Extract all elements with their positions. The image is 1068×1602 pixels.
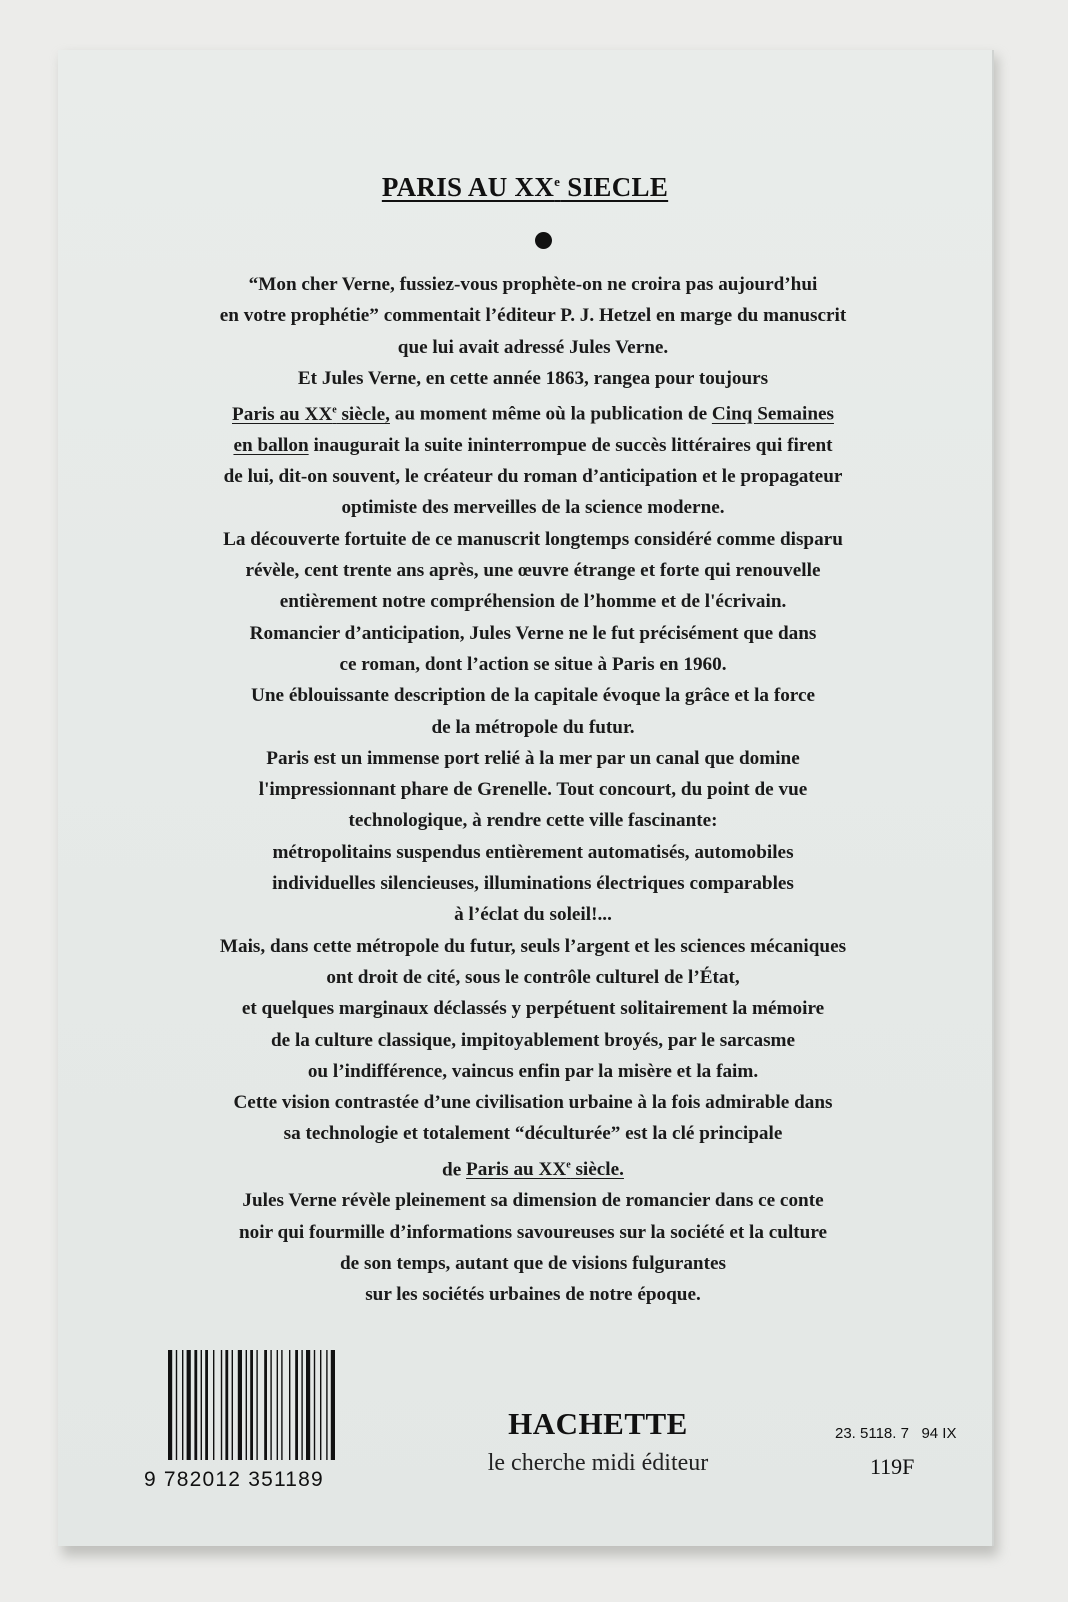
book-title-text: Paris au XX — [466, 1159, 567, 1181]
blurb-line: et quelques marginaux déclassés y perpétuent solitairement la mémoire — [241, 998, 825, 1020]
blurb-line: Mais, dans cette métropole du futur, seuls l’argent et les sciences mécaniques — [219, 935, 847, 957]
blurb-line: La découverte fortuite de ce manuscrit longtemps considéré comme disparu — [223, 528, 843, 550]
book-title-sup: e — [332, 404, 337, 416]
barcode-bar — [194, 1350, 197, 1460]
barcode-bar — [326, 1350, 327, 1460]
blurb-line: Une éblouissante description de la capitale évoque la grâce et la force — [251, 685, 815, 707]
blurb-line: entièrement notre compréhension de l’homme et de l'écrivain. — [279, 591, 787, 613]
barcode-bar — [264, 1350, 267, 1460]
book-title-ref-cinq: Cinq Semaines — [711, 403, 834, 425]
book-title-text-end: siècle, — [336, 403, 390, 425]
blurb-line — [118, 430, 948, 461]
barcode-bar — [295, 1350, 298, 1460]
barcode-bar — [225, 1350, 228, 1460]
blurb-line: de la culture classique, impitoyablement broyés, par le sarcasme — [270, 1029, 796, 1051]
book-back-cover — [58, 50, 994, 1546]
barcode-bar — [238, 1350, 242, 1460]
barcode-bar — [281, 1350, 282, 1460]
book-title-sup: e — [566, 1159, 571, 1171]
bullet-dot — [535, 232, 552, 249]
publisher-name: HACHETTE — [508, 1406, 688, 1441]
barcode-bar — [250, 1350, 253, 1460]
barcode-icon — [166, 1350, 356, 1460]
price-tag: 119F — [870, 1454, 915, 1479]
title-text: PARIS AU XX — [381, 172, 555, 202]
book-title-text: Paris au XX — [232, 403, 333, 425]
title-superscript: e — [554, 174, 561, 189]
blurb-fragment: au moment même où la publication de — [389, 403, 712, 425]
barcode-bar — [187, 1350, 191, 1460]
blurb-line: technologique, à rendre cette ville fascinante: — [348, 810, 718, 832]
title-text-end: SIECLE — [560, 172, 669, 202]
cover-title — [58, 172, 992, 203]
barcode-bar — [301, 1350, 302, 1460]
blurb-line: Jules Verne révèle pleinement sa dimension de romancier dans ce conte — [242, 1190, 824, 1212]
blurb-line: de la métropole du futur. — [431, 716, 635, 738]
barcode-bar — [289, 1350, 290, 1460]
blurb-line: Et Jules Verne, en cette année 1863, rangea pour toujours — [297, 367, 769, 389]
barcode-bar — [314, 1350, 315, 1460]
blurb-line: en votre prophétie” commentait l’éditeur P. J. Hetzel en marge du manuscrit — [219, 305, 847, 327]
barcode-bar — [168, 1350, 172, 1460]
blurb-text — [118, 269, 948, 1311]
blurb-line: à l’éclat du soleil!... — [454, 904, 612, 926]
isbn-number: 9 782012 351189 — [144, 1468, 324, 1491]
barcode-bar — [331, 1350, 335, 1460]
blurb-line: noir qui fourmille d’informations savoureuses sur la société et la culture — [238, 1221, 828, 1243]
barcode-bar — [306, 1350, 310, 1460]
blurb-line: ont droit de cité, sous le contrôle culturel de l’État, — [326, 966, 740, 988]
blurb-line — [118, 394, 948, 430]
barcode-bar — [320, 1350, 321, 1460]
barcode-bar — [205, 1350, 208, 1460]
blurb-line: sa technologie et totalement “déculturée” est la clé principale — [283, 1123, 783, 1145]
book-title-text-end: siècle. — [570, 1159, 624, 1181]
blurb-line: Romancier d’anticipation, Jules Verne ne le fut précisément que dans — [249, 622, 817, 644]
book-title-ref — [466, 1159, 624, 1180]
imprint-name: le cherche midi éditeur — [487, 1450, 709, 1476]
barcode-bar — [246, 1350, 247, 1460]
book-title-ref — [232, 404, 390, 425]
barcode-bar — [232, 1350, 233, 1460]
barcode-bar — [256, 1350, 257, 1460]
barcode-bar — [221, 1350, 222, 1460]
barcode-bar — [176, 1350, 177, 1460]
barcode-bar — [182, 1350, 183, 1460]
blurb-line: de lui, dit-on souvent, le créateur du roman d’anticipation et le propagateur — [223, 466, 843, 488]
barcode-bar — [270, 1350, 271, 1460]
blurb-line: sur les sociétés urbaines de notre époque. — [365, 1284, 701, 1306]
blurb-line: ce roman, dont l’action se situe à Paris en 1960. — [339, 653, 727, 675]
book-title-ref-ballon: en ballon — [233, 434, 309, 456]
blurb-line: métropolitains suspendus entièrement automatisés, automobiles — [272, 841, 794, 863]
blurb-fragment: inaugurait la suite ininterrompue de succès littéraires qui firent — [308, 434, 833, 456]
blurb-line: de son temps, autant que de visions fulgurantes — [340, 1252, 726, 1274]
blurb-fragment: de — [442, 1159, 467, 1181]
catalog-code: 23. 5118. 7 94 IX — [835, 1425, 957, 1442]
blurb-line: révèle, cent trente ans après, une œuvre étrange et forte qui renouvelle — [245, 560, 821, 582]
blurb-line — [118, 1150, 948, 1186]
blurb-line: l'impressionnant phare de Grenelle. Tout concourt, du point de vue — [258, 779, 808, 801]
blurb-line: Cette vision contrastée d’une civilisation urbaine à la fois admirable dans — [233, 1092, 833, 1114]
barcode-bar — [201, 1350, 202, 1460]
blurb-line: ou l’indifférence, vaincus enfin par la misère et la faim. — [307, 1060, 759, 1082]
barcode-bar — [277, 1350, 278, 1460]
blurb-line: “Mon cher Verne, fussiez-vous prophète-on ne croira pas aujourd’hui — [248, 274, 818, 295]
blurb-line: Paris est un immense port relié à la mer par un canal que domine — [266, 747, 800, 769]
blurb-line: que lui avait adressé Jules Verne. — [397, 336, 669, 358]
blurb-line: optimiste des merveilles de la science moderne. — [341, 497, 725, 519]
blurb-line: individuelles silencieuses, illuminations électriques comparables — [272, 873, 794, 895]
barcode-bar — [213, 1350, 214, 1460]
